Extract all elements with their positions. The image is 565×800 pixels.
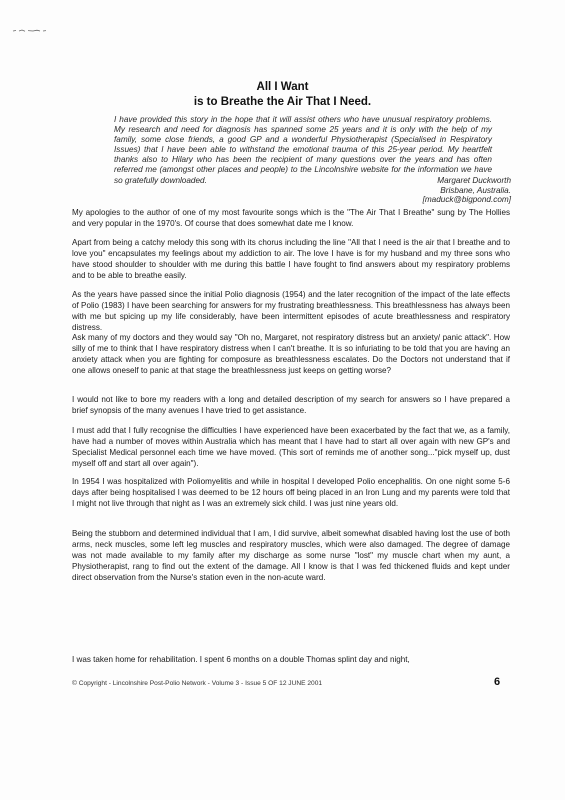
body-paragraph-9: I was taken home for rehabilitation. I spent 6 months on a double Thomas splint day and night, bbox=[72, 655, 410, 664]
body-paragraph-3: As the years have passed since the initial Polio diagnosis (1954) and the later recognition of the impact of the late effects of Polio (1983) I have been searching for answers for my frustrating breathlessness. This breathlessness has always been with me but spicing up my life considerably, have been intermittent episodes of acute breathlessness and respiratory distress. bbox=[72, 290, 510, 332]
author-signature bbox=[423, 176, 511, 205]
body-paragraph-8: Being the stubborn and determined individual that I am, I did survive, albeit somewhat disabled having lost the use of both arms, neck muscles, some left leg muscles and respiratory muscles, which were also damaged. The degree of damage was not made available to my family after my discharge as some nurse "lost" my muscle chart when my aunt, a Physiotherapist, rang to find out the extent of the damage. All I know is that I was fed thickened fluids and kept under direct observation from the Nurse's station even in the non-acute ward. bbox=[72, 529, 510, 582]
body-paragraph-7: In 1954 I was hospitalized with Poliomyelitis and while in hospital I developed Polio encephalitis. On one night some 5-6 days after being hospitalised I was deemed to be 12 hours off being placed in an Iron Lung and my parents were told that I might not live through that night as I was an extremely sick child. I was just nine years old. bbox=[72, 477, 510, 508]
body-paragraph-1: My apologies to the author of one of my most favourite songs which is the "The Air That I Breathe" sung by The Hollies and very popular in the 1970's. Of course that does somewhat date me I know. bbox=[72, 208, 510, 228]
article-title-line-1: All I Want bbox=[256, 81, 309, 93]
author-name: Margaret Duckworth bbox=[437, 176, 511, 185]
scan-artifact bbox=[12, 28, 52, 34]
body-paragraph-5: I would not like to bore my readers with a long and detailed description of my search for answers so I have prepared a brief synopsis of the many avenues I have tried to get assistance. bbox=[72, 395, 510, 415]
article-title-line-2: is to Breathe the Air That I Need. bbox=[193, 96, 372, 108]
copyright-footer: © Copyright - Lincolnshire Post-Polio Network - Volume 3 - Issue 5 OF 12 JUNE 2001 bbox=[72, 680, 323, 687]
author-location: Brisbane, Australia. bbox=[440, 185, 511, 195]
page-number: 6 bbox=[494, 676, 501, 688]
intro-paragraph: I have provided this story in the hope that it will assist others who have unusual respiratory problems. My research and need for diagnosis has spanned some 25 years and it is only with the help of my family, some close friends, a good GP and a wonderful Physiotherapist (Specialised in Respiratory Issues) that I have been able to withstand the emotional trauma of this 25-year period. My heartfelt thanks also to Hilary who has been the recipient of many questions over the years and has often referred me (amongst other places and people) to the Lincolnshire website for the information we have so gratefully downloaded. bbox=[114, 115, 492, 185]
body-paragraph-4: Ask many of my doctors and they would say "Oh no, Margaret, not respiratory distress but an anxiety/ panic attack". How silly of me to think that I have respiratory distress when I can't breathe. It is so infuriating to be told that you are having an anxiety attack when you are fighting for composure as breathlessness escalates. Do the Doctors not understand that if one allows oneself to panic at that stage the breathlessness just keeps on getting worse? bbox=[72, 333, 510, 375]
body-paragraph-2: Apart from being a catchy melody this song with its chorus including the line "All that I need is the air that I breathe and to love you" encapsulates my feelings about my addiction to air. The love I have is for my husband and my three sons who have stood shoulder to shoulder with me during this battle I have fought to find answers about my respiratory problems and to be able to breathe easily. bbox=[72, 238, 510, 280]
body-paragraph-6: I must add that I fully recognise the difficulties I have experienced have been exacerbated by the fact that we, as a family, have had a number of moves within Australia which has meant that I have had to start all over again with new GP's and Specialist Medical personnel each time we have moved. (This sort of reminds me of another song..."pick myself up, dust myself off and start all over again"). bbox=[72, 426, 510, 468]
author-email: [maduck@bigpond.com] bbox=[422, 195, 511, 205]
